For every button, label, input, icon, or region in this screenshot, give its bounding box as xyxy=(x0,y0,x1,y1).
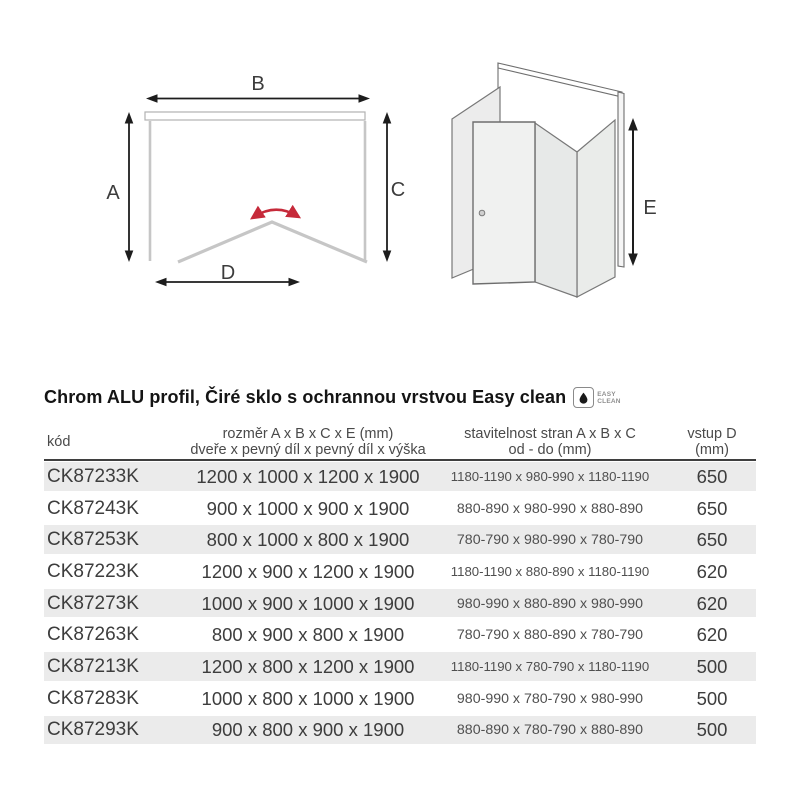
back-glass-right-edge xyxy=(618,92,624,267)
header-rozmer xyxy=(164,426,444,459)
table-body xyxy=(44,461,756,746)
cell-vstup: 650 xyxy=(696,497,728,519)
cell-stavitelnost: 1180-1190 x 980-990 x 1180-1190 xyxy=(450,469,650,485)
cell-vstup: 650 xyxy=(696,529,728,551)
header-stavitelnost xyxy=(444,426,656,459)
easy-clean-label xyxy=(597,391,620,405)
cell-vstup: 500 xyxy=(696,719,728,741)
cell-stavitelnost: 880-890 x 780-790 x 880-890 xyxy=(456,722,644,739)
cell-kod: CK87263K xyxy=(47,624,139,646)
header-stavitelnost-sub: od - do (mm) xyxy=(508,441,592,458)
table-row xyxy=(44,619,756,651)
door-swing-arrow xyxy=(253,210,298,218)
table-row xyxy=(44,588,756,620)
header-stavitelnost-label: stavitelnost stran A x B x C xyxy=(464,426,636,442)
cell-rozmer: 1200 x 900 x 1200 x 1900 xyxy=(201,560,415,582)
header-vstup xyxy=(656,426,756,459)
page-title: Chrom ALU profil, Čiré sklo s ochrannou vrstvou Easy clean xyxy=(44,387,567,407)
cell-kod: CK87273K xyxy=(47,592,139,614)
door-handle-icon xyxy=(479,210,485,216)
cell-kod: CK87233K xyxy=(47,465,139,487)
folding-doors xyxy=(178,222,367,262)
dimension-arrow-b xyxy=(146,94,370,103)
table-row xyxy=(44,683,756,715)
label-a: A xyxy=(106,182,120,204)
table-row xyxy=(44,556,756,588)
dimension-arrow-e xyxy=(628,118,638,266)
badge-line2: CLEAN xyxy=(597,397,621,405)
cell-rozmer: 1000 x 900 x 1000 x 1900 xyxy=(201,592,415,614)
spec-table xyxy=(44,426,756,746)
header-kod xyxy=(44,426,164,459)
label-d: D xyxy=(220,262,236,284)
header-kod-label: kód xyxy=(47,433,71,450)
cell-kod: CK87283K xyxy=(47,687,139,709)
product-title-row xyxy=(44,387,756,408)
top-view-diagram xyxy=(106,73,405,286)
cell-stavitelnost: 1180-1190 x 780-790 x 1180-1190 xyxy=(450,659,650,675)
label-e: E xyxy=(643,197,657,219)
dimension-arrow-a xyxy=(125,112,134,262)
header-rozmer-sub: dveře x pevný díl x pevný díl x výška xyxy=(190,441,426,458)
table-header xyxy=(44,426,756,461)
table-row xyxy=(44,651,756,683)
cell-kod: CK87213K xyxy=(47,655,139,677)
label-b: B xyxy=(251,73,265,95)
cell-stavitelnost: 980-990 x 880-890 x 980-990 xyxy=(456,595,644,612)
header-vstup-sub: (mm) xyxy=(695,441,729,458)
technical-diagrams xyxy=(0,0,800,360)
cell-vstup: 620 xyxy=(696,560,728,582)
cell-vstup: 650 xyxy=(696,465,728,487)
wall-profile-bar xyxy=(145,112,365,120)
label-c: C xyxy=(390,179,406,201)
cell-kod: CK87253K xyxy=(47,529,139,551)
cell-stavitelnost: 1180-1190 x 880-890 x 1180-1190 xyxy=(450,564,650,580)
cell-vstup: 500 xyxy=(696,687,728,709)
cell-rozmer: 1200 x 800 x 1200 x 1900 xyxy=(201,655,415,677)
cell-stavitelnost: 780-790 x 880-890 x 780-790 xyxy=(456,627,644,644)
cell-vstup: 500 xyxy=(696,655,728,677)
door-panel xyxy=(473,122,535,284)
cell-stavitelnost: 880-890 x 980-990 x 880-890 xyxy=(456,500,644,517)
header-vstup-label: vstup D xyxy=(687,426,737,442)
cell-rozmer: 1200 x 1000 x 1200 x 1900 xyxy=(196,465,420,487)
table-row xyxy=(44,461,756,493)
cell-rozmer: 1000 x 800 x 1000 x 1900 xyxy=(201,687,415,709)
cell-rozmer: 900 x 1000 x 900 x 1900 xyxy=(206,497,410,519)
cell-kod: CK87243K xyxy=(47,497,139,519)
cell-kod: CK87293K xyxy=(47,719,139,741)
isometric-diagram xyxy=(452,63,657,297)
badge-line1: EASY xyxy=(597,390,616,398)
header-rozmer-label: rozměr A x B x C x E (mm) xyxy=(222,426,394,442)
cell-rozmer: 900 x 800 x 900 x 1900 xyxy=(211,719,405,741)
fold-panel-near xyxy=(535,123,577,297)
cell-vstup: 620 xyxy=(696,592,728,614)
cell-rozmer: 800 x 900 x 800 x 1900 xyxy=(211,624,405,646)
table-row xyxy=(44,524,756,556)
droplet-icon xyxy=(573,387,594,408)
table-row xyxy=(44,493,756,525)
cell-stavitelnost: 980-990 x 780-790 x 980-990 xyxy=(456,690,644,707)
cell-rozmer: 800 x 1000 x 800 x 1900 xyxy=(206,529,410,551)
back-glass-top-edge xyxy=(498,63,622,97)
table-row xyxy=(44,715,756,747)
cell-vstup: 620 xyxy=(696,624,728,646)
fold-panel-far xyxy=(577,120,615,297)
easy-clean-badge xyxy=(573,387,620,408)
cell-kod: CK87223K xyxy=(47,560,139,582)
cell-stavitelnost: 780-790 x 980-990 x 780-790 xyxy=(456,532,644,549)
